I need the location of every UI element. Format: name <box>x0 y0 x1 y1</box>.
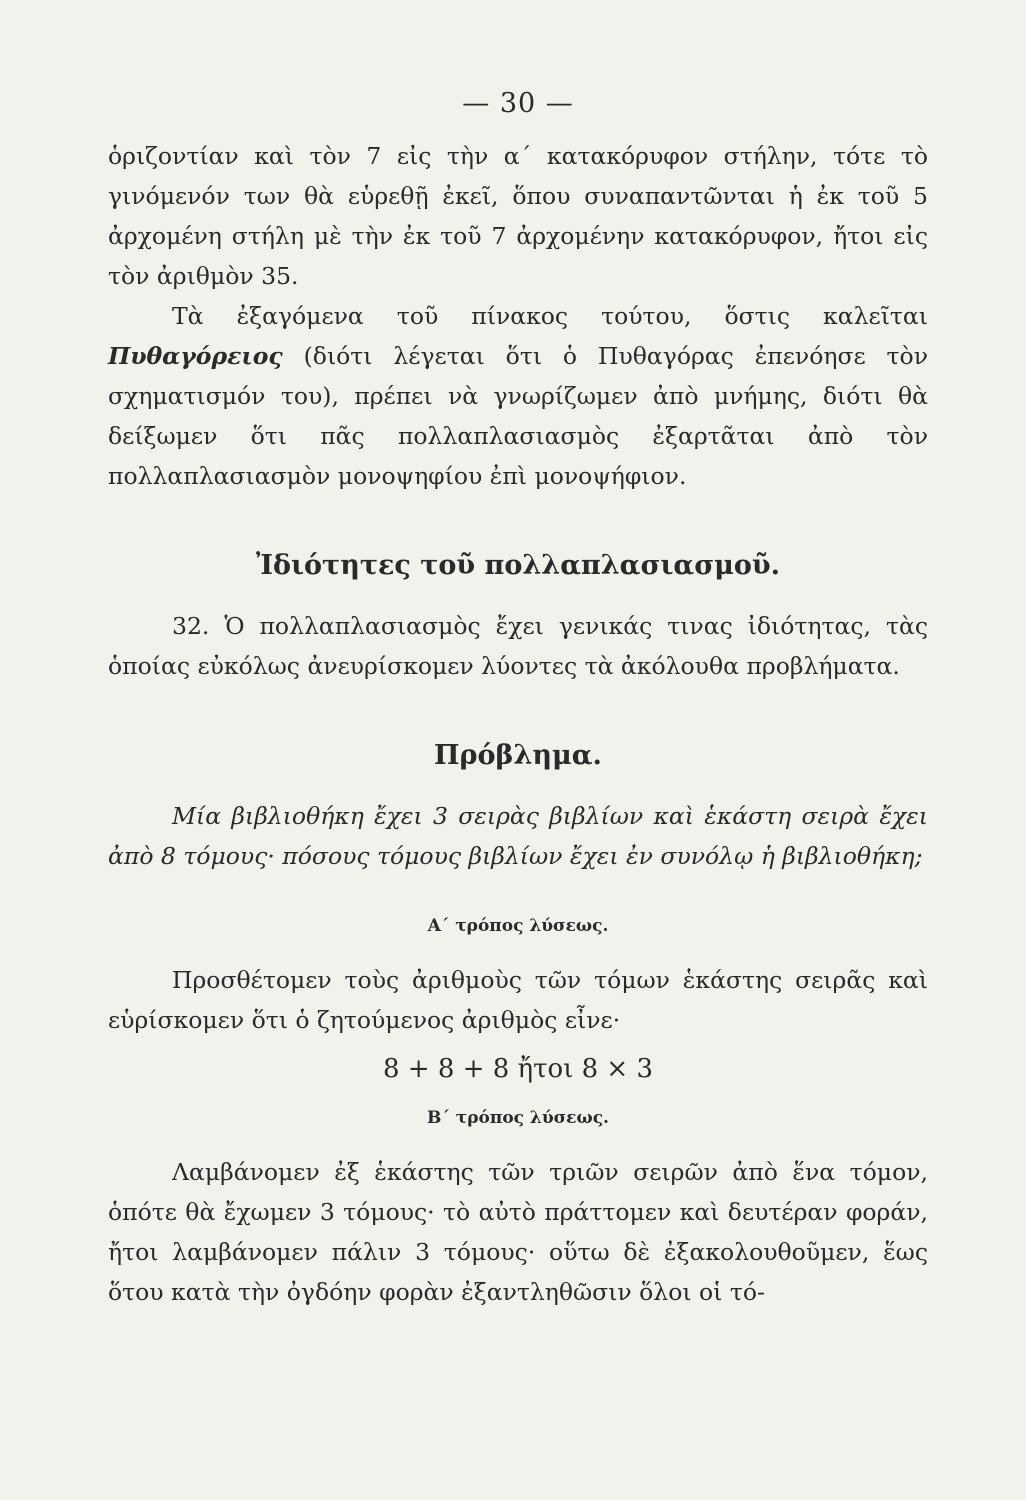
section-heading: Ἰδιότητες τοῦ πολλαπλασιασμοῦ. <box>255 550 781 581</box>
paragraph-2 <box>108 296 928 496</box>
book-page <box>108 84 928 1312</box>
paragraph-4: Προσθέτομεν τοὺς ἀριθμοὺς τῶν τόμων ἑκάστης σειρᾶς καὶ εὑρίσκομεν ὅτι ὁ ζητούμενος ἀριθμὸς εἶνε· <box>108 966 928 1034</box>
problem-heading: Πρόβλημα. <box>434 740 602 771</box>
problem-statement: Μία βιβλιοθήκη ἔχει 3 σειρὰς βιβλίων καὶ ἑκάστη σειρὰ ἔχει ἀπὸ 8 τόμους· πόσους τόμους βιβλίων ἔχει ἐν συνόλῳ ἡ βιβλιοθήκη; <box>108 802 928 870</box>
paragraph-1: ὁριζοντίαν καὶ τὸν 7 εἰς τὴν α΄ κατακόρυφον στήλην, τότε τὸ γινόμενόν των θὰ εὑρεθῇ ἐκεῖ, ὅπου συναπαντῶνται ἡ ἐκ τοῦ 5 ἀρχομένη στήλη μὲ τὴν ἐκ τοῦ 7 ἀρχομένην κατακόρυφον, ἤτοι εἰς τὸν ἀριθμὸν 35. <box>108 142 928 290</box>
solution-method-a-heading: Α΄ τρόπος λύσεως. <box>427 916 609 936</box>
paragraph-2-end: (διότι λέγεται ὅτι ὁ Πυθαγόρας ἐπενόησε τὸν σχηματισμόν του), πρέπει νὰ γνωρίζωμεν ἀπὸ μνήμης, διότι θὰ δείξωμεν ὅτι πᾶς πολλαπλασιασμὸς ἐξαρτᾶται ἀπὸ τὸν πολλαπλασιασμὸν μονοψηφίου ἐπὶ μονοψήφιον. <box>108 342 928 490</box>
pythagorean-term: Πυθαγόρειος <box>108 342 283 370</box>
paragraph-3: 32. Ὁ πολλαπλασιασμὸς ἔχει γενικάς τινας ἰδιότητας, τὰς ὁποίας εὐκόλως ἀνευρίσκομεν λύοντες τὰ ἀκόλουθα προβλήματα. <box>108 612 928 680</box>
paragraph-2-start: Τὰ ἐξαγόμενα τοῦ πίνακος τούτου, ὅστις καλεῖται <box>172 302 928 330</box>
formula: 8 + 8 + 8 ἤτοι 8 × 3 <box>383 1054 653 1084</box>
paragraph-5: Λαμβάνομεν ἐξ ἑκάστης τῶν τριῶν σειρῶν ἀπὸ ἕνα τόμον, ὁπότε θὰ ἔχωμεν 3 τόμους· τὸ αὐτὸ πράττομεν καὶ δευτέραν φοράν, ἤτοι λαμβάνομεν πάλιν 3 τόμους· οὕτω δὲ ἐξακολουθοῦμεν, ἕως ὅτου κατὰ τὴν ὀγδόην φορὰν ἐξαντληθῶσιν ὅλοι οἱ τό- <box>108 1158 928 1306</box>
page-number: — 30 — <box>462 88 574 119</box>
solution-method-b-heading: Β΄ τρόπος λύσεως. <box>427 1108 609 1128</box>
